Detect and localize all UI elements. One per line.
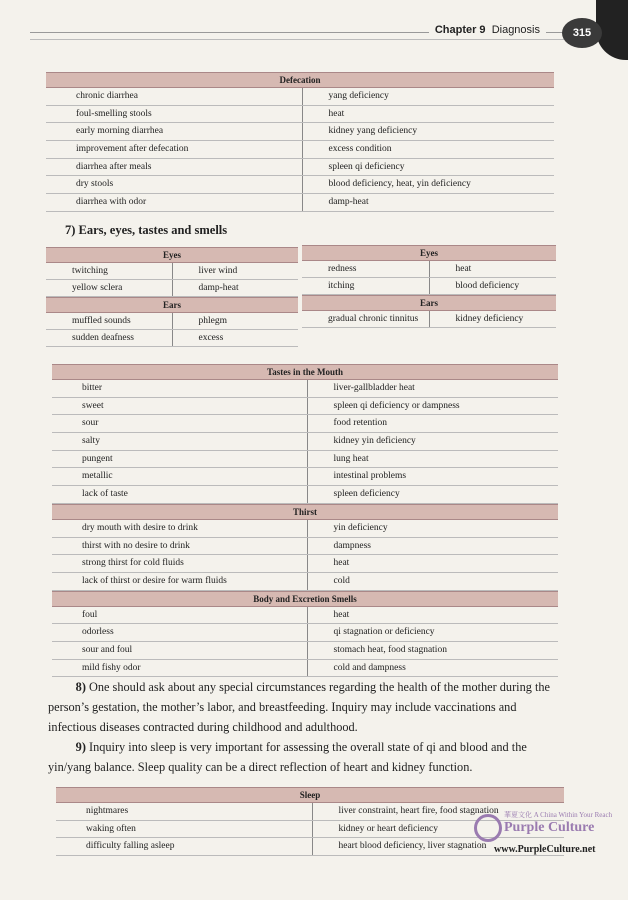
table-header: Eyes [302, 245, 556, 261]
row-symptom: lack of thirst or desire for warm fluids [82, 575, 227, 586]
header-rule [30, 39, 564, 40]
row-diagnosis: yang deficiency [302, 88, 555, 105]
row-diagnosis: stomach heat, food stagnation [307, 642, 559, 659]
table-row [46, 194, 554, 212]
eyes-ears-table-left [46, 247, 298, 347]
row-symptom: metallic [82, 471, 113, 482]
row-symptom: strong thirst for cold fluids [82, 558, 184, 569]
row-diagnosis: kidney yang deficiency [302, 123, 555, 140]
table-row [302, 261, 556, 278]
row-symptom: yellow sclera [72, 283, 123, 293]
logo-name: Purple Culture [504, 820, 595, 835]
row-diagnosis: heat [429, 261, 557, 277]
table-row [302, 278, 556, 295]
row-symptom: gradual chronic tinnitus [328, 314, 419, 324]
logo-url: www.PurpleCulture.net [494, 844, 596, 855]
table-header: Ears [302, 295, 556, 311]
chapter-label [429, 24, 546, 36]
row-diagnosis: heart blood deficiency, liver stagnation [312, 838, 565, 855]
section-title: 7) Ears, eyes, tastes and smells [65, 223, 228, 237]
table-row [52, 433, 558, 451]
row-symptom: thirst with no desire to drink [82, 540, 190, 551]
row-symptom: chronic diarrhea [76, 91, 138, 101]
row-symptom: improvement after defecation [76, 144, 189, 155]
row-diagnosis: spleen qi deficiency or dampness [307, 398, 559, 415]
chapter-name: Diagnosis [491, 24, 540, 36]
row-symptom: diarrhea with odor [76, 197, 147, 208]
row-symptom: salty [82, 436, 100, 447]
table-row [46, 106, 554, 124]
row-diagnosis: damp-heat [172, 280, 299, 296]
row-symptom: lack of taste [82, 489, 128, 500]
row-symptom: waking often [86, 823, 136, 834]
row-diagnosis: heat [307, 607, 559, 624]
row-symptom: sour and foul [82, 644, 133, 655]
table-header: Tastes in the Mouth [52, 364, 558, 380]
row-diagnosis: heat [302, 106, 555, 123]
table-row [52, 573, 558, 591]
table-row [52, 642, 558, 660]
table-row [52, 451, 558, 469]
defecation-table [46, 72, 554, 212]
table-row [302, 311, 556, 328]
paragraph-text: Inquiry into sleep is very important for assessing the overall state of qi and blood and the yin/yang balance. Sleep quality can be a direct reflection of heart and kidney function. [48, 740, 527, 774]
table-row [46, 280, 298, 297]
row-symptom: nightmares [86, 806, 129, 816]
row-symptom: diarrhea after meals [76, 161, 152, 172]
row-diagnosis: phlegm [172, 313, 299, 329]
table-row [46, 141, 554, 159]
paragraph-number: 8) [75, 680, 86, 694]
table-row [52, 398, 558, 416]
row-diagnosis: blood deficiency, heat, yin deficiency [302, 176, 555, 193]
table-row [52, 486, 558, 504]
row-diagnosis: spleen qi deficiency [302, 159, 555, 176]
row-symptom: pungent [82, 453, 113, 464]
watermark-logo [474, 810, 624, 860]
paragraph-text: One should ask about any special circumstances regarding the health of the mother during the person’s gestation, the mother’s labor, and breastfeeding. Inquiry may include vaccinations and infectious diseases contracted during childhood and adulthood. [48, 680, 550, 734]
eyes-ears-table-right [302, 245, 556, 328]
table-row [52, 555, 558, 573]
row-symptom: itching [328, 281, 355, 291]
table-row [46, 176, 554, 194]
row-symptom: sweet [82, 400, 104, 411]
row-diagnosis: blood deficiency [429, 278, 557, 294]
row-symptom: early morning diarrhea [76, 126, 164, 137]
row-symptom: bitter [82, 383, 103, 393]
paragraph-8 [48, 677, 568, 737]
table-header: Defecation [46, 72, 554, 88]
row-diagnosis: excess condition [302, 141, 555, 158]
logo-tagline: 華夏文化 A China Within Your Reach [504, 811, 613, 819]
table-row [46, 123, 554, 141]
table-header: Ears [46, 297, 298, 313]
row-symptom: foul-smelling stools [76, 108, 152, 119]
table-row [52, 415, 558, 433]
row-diagnosis: kidney or heart deficiency [312, 821, 565, 838]
row-diagnosis: food retention [307, 415, 559, 432]
row-diagnosis: spleen deficiency [307, 486, 559, 503]
chapter-number: Chapter 9 [434, 24, 486, 36]
row-diagnosis: liver-gallbladder heat [307, 380, 559, 397]
table-row [52, 538, 558, 556]
table-row [52, 380, 558, 398]
table-row [46, 88, 554, 106]
table-row [46, 263, 298, 280]
page-header [30, 18, 628, 52]
table-header: Body and Excretion Smells [52, 591, 558, 607]
row-symptom: sour [82, 418, 99, 429]
paragraph-number: 9) [75, 740, 86, 754]
table-row [46, 313, 298, 330]
row-diagnosis: cold [307, 573, 559, 590]
row-diagnosis: qi stagnation or deficiency [307, 624, 559, 641]
row-diagnosis: liver wind [172, 263, 299, 279]
table-header: Sleep [56, 787, 564, 803]
row-diagnosis: cold and dampness [307, 660, 559, 677]
row-symptom: dry stools [76, 179, 114, 190]
row-symptom: muffled sounds [72, 316, 131, 326]
row-symptom: difficulty falling asleep [86, 841, 175, 852]
row-symptom: redness [328, 264, 357, 274]
row-diagnosis: kidney deficiency [429, 311, 557, 327]
page-number: 315 [562, 18, 602, 48]
row-diagnosis: intestinal problems [307, 468, 559, 485]
row-diagnosis: yin deficiency [307, 520, 559, 537]
table-row [52, 624, 558, 642]
row-diagnosis: heat [307, 555, 559, 572]
table-row [52, 468, 558, 486]
row-diagnosis: lung heat [307, 451, 559, 468]
table-row [52, 660, 558, 678]
table-row [46, 159, 554, 177]
row-symptom: twitching [72, 266, 108, 276]
table-row [52, 607, 558, 625]
table-header: Thirst [52, 504, 558, 520]
row-symptom: sudden deafness [72, 333, 134, 343]
row-symptom: foul [82, 609, 98, 620]
tastes-table [52, 364, 558, 677]
row-symptom: odorless [82, 627, 114, 638]
row-diagnosis: dampness [307, 538, 559, 555]
row-diagnosis: damp-heat [302, 194, 555, 211]
row-symptom: mild fishy odor [82, 662, 141, 673]
table-row [46, 330, 298, 347]
table-header: Eyes [46, 247, 298, 263]
row-symptom: dry mouth with desire to drink [82, 522, 198, 533]
row-diagnosis: liver constraint, heart fire, food stagnation [312, 803, 565, 820]
paragraph-9 [48, 737, 568, 777]
logo-circle-icon [474, 814, 502, 842]
row-diagnosis: kidney yin deficiency [307, 433, 559, 450]
table-row [52, 520, 558, 538]
row-diagnosis: excess [172, 330, 299, 346]
